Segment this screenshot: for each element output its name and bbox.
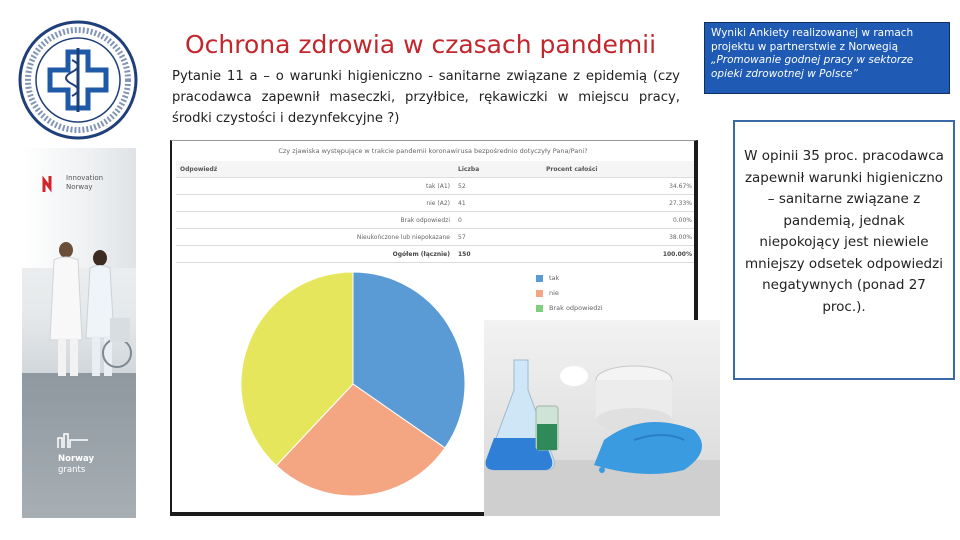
table-header-cell: Procent całości: [542, 161, 696, 178]
table-cell-answer: Ogółem (łącznie): [176, 246, 454, 263]
table-cell-percent: 27.33%: [542, 195, 696, 212]
table-cell-count: 57: [454, 229, 542, 246]
innovation-norway-logo: [42, 174, 103, 194]
laboratory-photo: [484, 320, 720, 516]
norway-grants-mark-icon: [56, 430, 90, 450]
table-cell-count: 52: [454, 178, 542, 195]
legend-swatch: [536, 305, 543, 312]
legend-label: Brak odpowiedzi: [549, 304, 603, 312]
table-cell-count: 0: [454, 212, 542, 229]
table-cell-answer: tak (A1): [176, 178, 454, 195]
norway-grants-banner: [22, 148, 136, 518]
pie-chart: [238, 269, 468, 499]
legend-item: [536, 301, 603, 315]
table-cell-percent: 34.67%: [542, 178, 696, 195]
table-cell-percent: 100.00%: [542, 246, 696, 263]
lab-glassware-illustration: [484, 320, 720, 516]
table-row: [176, 229, 696, 246]
table-row: [176, 178, 696, 195]
summary-callout-text: W opinii 35 proc. pracodawca zapewnił warunki higieniczno – sanitarne związane z pandemią, jednak niepokojący jest niewiele mniejszy odsetek odpowiedzi negatywnych (ponad 27 proc.).: [744, 148, 944, 315]
brand-line-2: Norway: [66, 183, 93, 191]
survey-info-box: [704, 22, 950, 94]
table-cell-percent: 0.00%: [542, 212, 696, 229]
table-cell-answer: Brak odpowiedzi: [176, 212, 454, 229]
info-box-project-name: „Promowanie godnej pracy w sektorze opieki zdrowotnej w Polsce”: [711, 54, 914, 80]
table-cell-answer: Nieukończone lub niepokazane: [176, 229, 454, 246]
table-cell-answer: nie (A2): [176, 195, 454, 212]
page-title: Ochrona zdrowia w czasach pandemii: [185, 30, 657, 59]
table-header-cell: Liczba: [454, 161, 542, 178]
info-box-line-1: Wyniki Ankiety realizowanej w ramach projektu w partnerstwie z Norwegią: [711, 27, 914, 53]
table-cell-percent: 38.00%: [542, 229, 696, 246]
table-header-row: [176, 161, 696, 178]
brand-line-1: Innovation: [66, 174, 104, 182]
survey-question: Pytanie 11 a – o warunki higieniczno - sanitarne związane z epidemią (czy pracodawca zapewnił maseczki, przyłbice, rękawiczki w miejscu pracy, środki czystości i dezynfekcyjne ?): [172, 69, 680, 126]
summary-callout: [733, 120, 955, 380]
union-seal-logo: [18, 20, 138, 140]
table-total-row: [176, 246, 696, 263]
legend-swatch: [536, 290, 543, 297]
grants-line-1: Norway: [58, 454, 95, 464]
results-table: [176, 161, 696, 263]
legend-swatch: [536, 275, 543, 282]
legend-label: nie: [549, 289, 559, 297]
table-cell-count: 41: [454, 195, 542, 212]
legend-label: tak: [549, 274, 560, 282]
chart-title: Czy zjawiska występujące w trakcie pandemii koronawirusa bezpośrednio dotyczyły Pana/Pani?: [278, 147, 588, 155]
legend-item: [536, 286, 603, 300]
table-cell-count: 150: [454, 246, 542, 263]
table-row: [176, 212, 696, 229]
innovation-norway-mark-icon: [42, 174, 58, 194]
grants-line-2: grants: [58, 465, 86, 475]
norway-grants-logo-text: [58, 454, 94, 476]
legend-item: [536, 271, 603, 285]
table-header-cell: Odpowiedź: [176, 161, 454, 178]
chart-legend: [536, 271, 603, 316]
table-row: [176, 195, 696, 212]
